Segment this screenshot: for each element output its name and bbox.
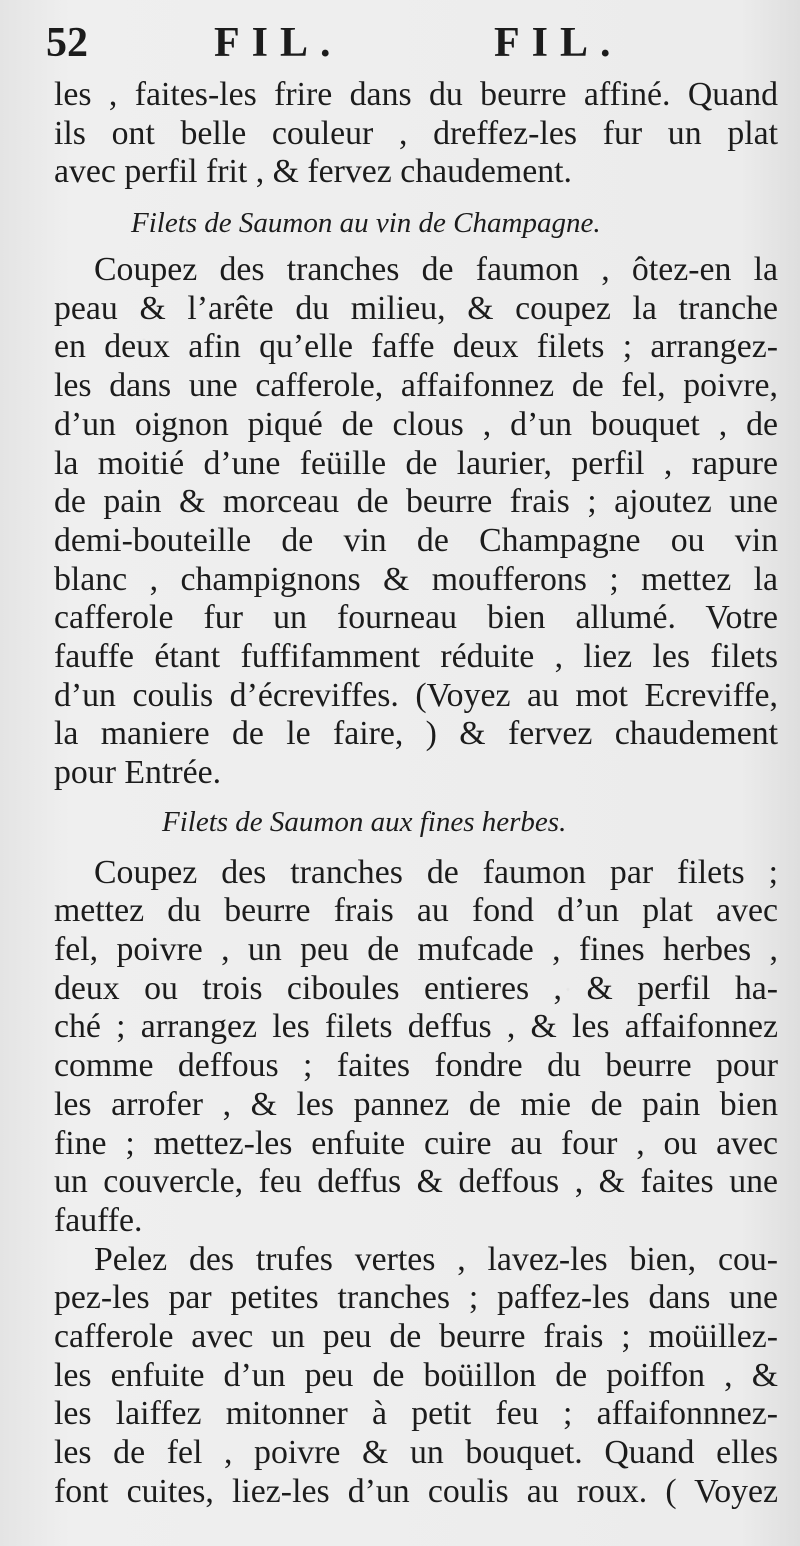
champagne-recipe: [54, 251, 778, 793]
fines-herbes-recipe: [54, 854, 778, 1512]
recipe-line: les de fel , poivre & un bouquet. Quand elles: [54, 1434, 778, 1471]
section-title-fines-herbes: Filets de Saumon aux fines herbes.: [162, 805, 567, 838]
recipe-line: cafferole fur un fourneau bien allumé. Votre: [54, 599, 778, 637]
recipe-line: un couvercle, feu deffus & deffous , & faites une: [54, 1163, 778, 1201]
recipe-line: peau & l’arête du milieu, & coupez la tranche: [54, 289, 778, 327]
recipe-line: la maniere de le faire, ) & fervez chaudement: [54, 715, 778, 753]
recipe-line: blanc , champignons & moufferons ; mettez la: [54, 560, 778, 598]
intro-line: ils ont belle couleur , dreffez-les fur un plat: [54, 114, 778, 152]
recipe-line: font cuites, liez-les d’un coulis au roux. ( Voyez: [54, 1472, 778, 1510]
recipe-line: fauffe.: [54, 1201, 143, 1239]
recipe-line: Coupez des tranches de faumon , ôtez-en la: [94, 251, 778, 289]
recipe-line: de pain & morceau de beurre frais ; ajoutez une: [54, 483, 778, 521]
recipe-line: d’un coulis d’écreviffes. (Voyez au mot Ecreviffe,: [54, 676, 778, 714]
recipe-line: d’un oignon piqué de clous , d’un bouquet , de: [54, 405, 778, 443]
recipe-line: fauffe étant fuffifamment réduite , liez les filets: [54, 637, 778, 675]
running-head-left: FIL.: [214, 20, 343, 66]
recipe-line: demi-bouteille de vin de Champagne ou vin: [54, 521, 778, 559]
recipe-line: en deux afin qu’elle faffe deux filets ; arrangez-: [54, 328, 778, 366]
recipe-line: Pelez des trufes vertes , lavez-les bien, cou-: [94, 1240, 778, 1278]
continued-recipe-text: [54, 76, 778, 192]
recipe-line: ché ; arrangez les filets deffus , & les affaifonnez: [54, 1008, 778, 1046]
recipe-line: les enfuite d’un peu de boüillon de poiffon , &: [54, 1356, 778, 1394]
recipe-line: pez-les par petites tranches ; paffez-les dans une: [54, 1279, 778, 1317]
recipe-line: deux ou trois ciboules entieres , & perfil ha-: [54, 969, 778, 1007]
running-header: [46, 10, 778, 76]
recipe-line: les laiffez mitonner à petit feu ; affaifonnnez-: [54, 1395, 778, 1433]
recipe-line: la moitié d’une feüille de laurier, perfil , rapure: [54, 444, 778, 482]
intro-line: avec perfil frit , & fervez chaudement.: [54, 153, 572, 191]
recipe-line: mettez du beurre frais au fond d’un plat avec: [54, 892, 778, 930]
recipe-line: fel, poivre , un peu de mufcade , fines herbes ,: [54, 931, 778, 969]
recipe-line: comme deffous ; faites fondre du beurre pour: [54, 1047, 778, 1085]
page-number: 52: [46, 20, 88, 66]
recipe-line: les arrofer , & les pannez de mie de pain bien: [54, 1085, 778, 1123]
recipe-line: fine ; mettez-les enfuite cuire au four , ou avec: [54, 1124, 778, 1162]
recipe-line: cafferole avec un peu de beurre frais ; moüillez-: [54, 1317, 778, 1355]
recipe-line: pour Entrée.: [54, 754, 222, 791]
running-head-right: FIL.: [494, 20, 623, 66]
section-title-champagne: Filets de Saumon au vin de Champagne.: [131, 207, 601, 240]
recipe-line: les dans une cafferole, affaifonnez de fel, poivre,: [54, 367, 778, 405]
intro-line: les , faites-les frire dans du beurre affiné. Quand: [54, 76, 778, 113]
recipe-line: Coupez des tranches de faumon par filets ;: [94, 853, 778, 891]
